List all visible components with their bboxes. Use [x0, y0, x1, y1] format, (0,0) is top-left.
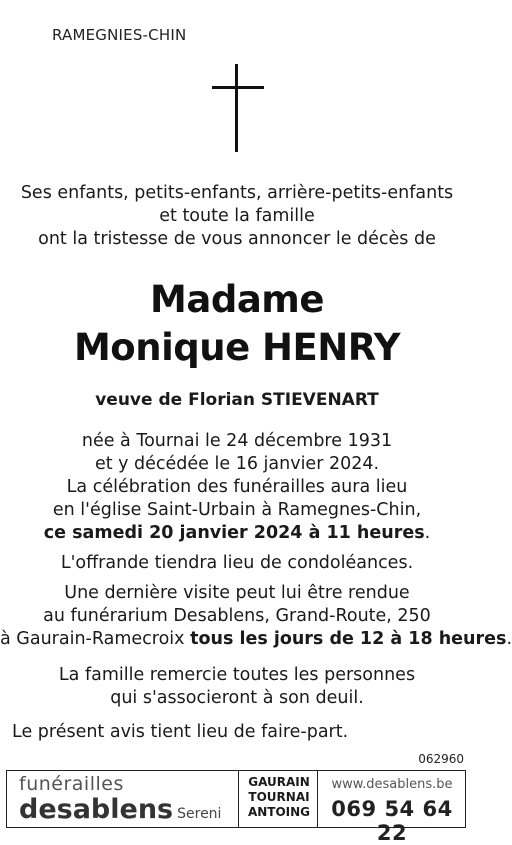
announcement-text	[0, 182, 474, 251]
deceased-title: Madame	[150, 278, 324, 321]
death-line: et y décédée le 16 janvier 2024.	[94, 454, 380, 474]
visit-line: Une dernière visite peut lui être rendue	[64, 583, 410, 603]
visit-hours-line: à Gaurain-Ramecroix tous les jours de 12 à 18 heures.	[0, 629, 512, 649]
ceremony-line: en l'église Saint-Urbain à Ramegnes-Chin,	[52, 500, 422, 520]
website-link[interactable]: www.desablens.be	[331, 777, 453, 792]
town: ANTOING	[247, 805, 311, 819]
deceased-name: Monique HENRY	[73, 326, 401, 369]
deceased-name-block	[0, 276, 474, 372]
cross-icon	[212, 64, 264, 154]
ceremony-line: La célébration des funérailles aura lieu	[66, 477, 408, 497]
visit-details	[0, 582, 512, 651]
visit-line: au funérarium Desablens, Grand-Route, 250	[43, 606, 431, 626]
location-header: RAMEGNIES-CHIN	[52, 26, 187, 44]
offering-line: L'offrande tiendra lieu de condoléances.	[60, 553, 414, 573]
divider	[238, 771, 239, 827]
funeral-home-footer	[6, 770, 466, 845]
divider	[317, 771, 318, 827]
thanks-line: qui s'associeront à son deuil.	[110, 688, 364, 708]
ceremony-date-line: ce samedi 20 janvier 2024 à 11 heures.	[43, 523, 431, 543]
widow-of: veuve de Florian STIEVENART	[95, 390, 379, 410]
birth-line: née à Tournai le 24 décembre 1931	[81, 431, 393, 451]
brand-sub: Sereni	[177, 806, 222, 822]
announcement-line: et toute la famille	[159, 206, 315, 226]
thanks-line: La famille remercie toutes les personnes	[58, 665, 416, 685]
funeral-home-logo	[19, 773, 239, 829]
town: GAURAIN	[248, 775, 310, 789]
phone-number[interactable]: 069 54 64 22	[331, 797, 453, 845]
announcement-line: ont la tristesse de vous annoncer le décès de	[38, 229, 436, 249]
ceremony-date: ce samedi 20 janvier 2024 à 11 heures	[43, 523, 425, 543]
brand-tagline: funérailles	[19, 773, 124, 795]
town: TOURNAI	[248, 790, 310, 804]
announcement-line: Ses enfants, petits-enfants, arrière-petits-enfants	[20, 183, 454, 203]
notice-line: Le présent avis tient lieu de faire-part.	[12, 722, 349, 742]
reference-number: 062960	[418, 752, 464, 766]
life-and-ceremony-details	[0, 430, 474, 545]
thanks-text	[0, 664, 474, 710]
brand-name: desablens Sereni	[19, 794, 222, 825]
visit-hours: tous les jours de 12 à 18 heures	[190, 629, 507, 649]
town-list	[243, 775, 315, 820]
